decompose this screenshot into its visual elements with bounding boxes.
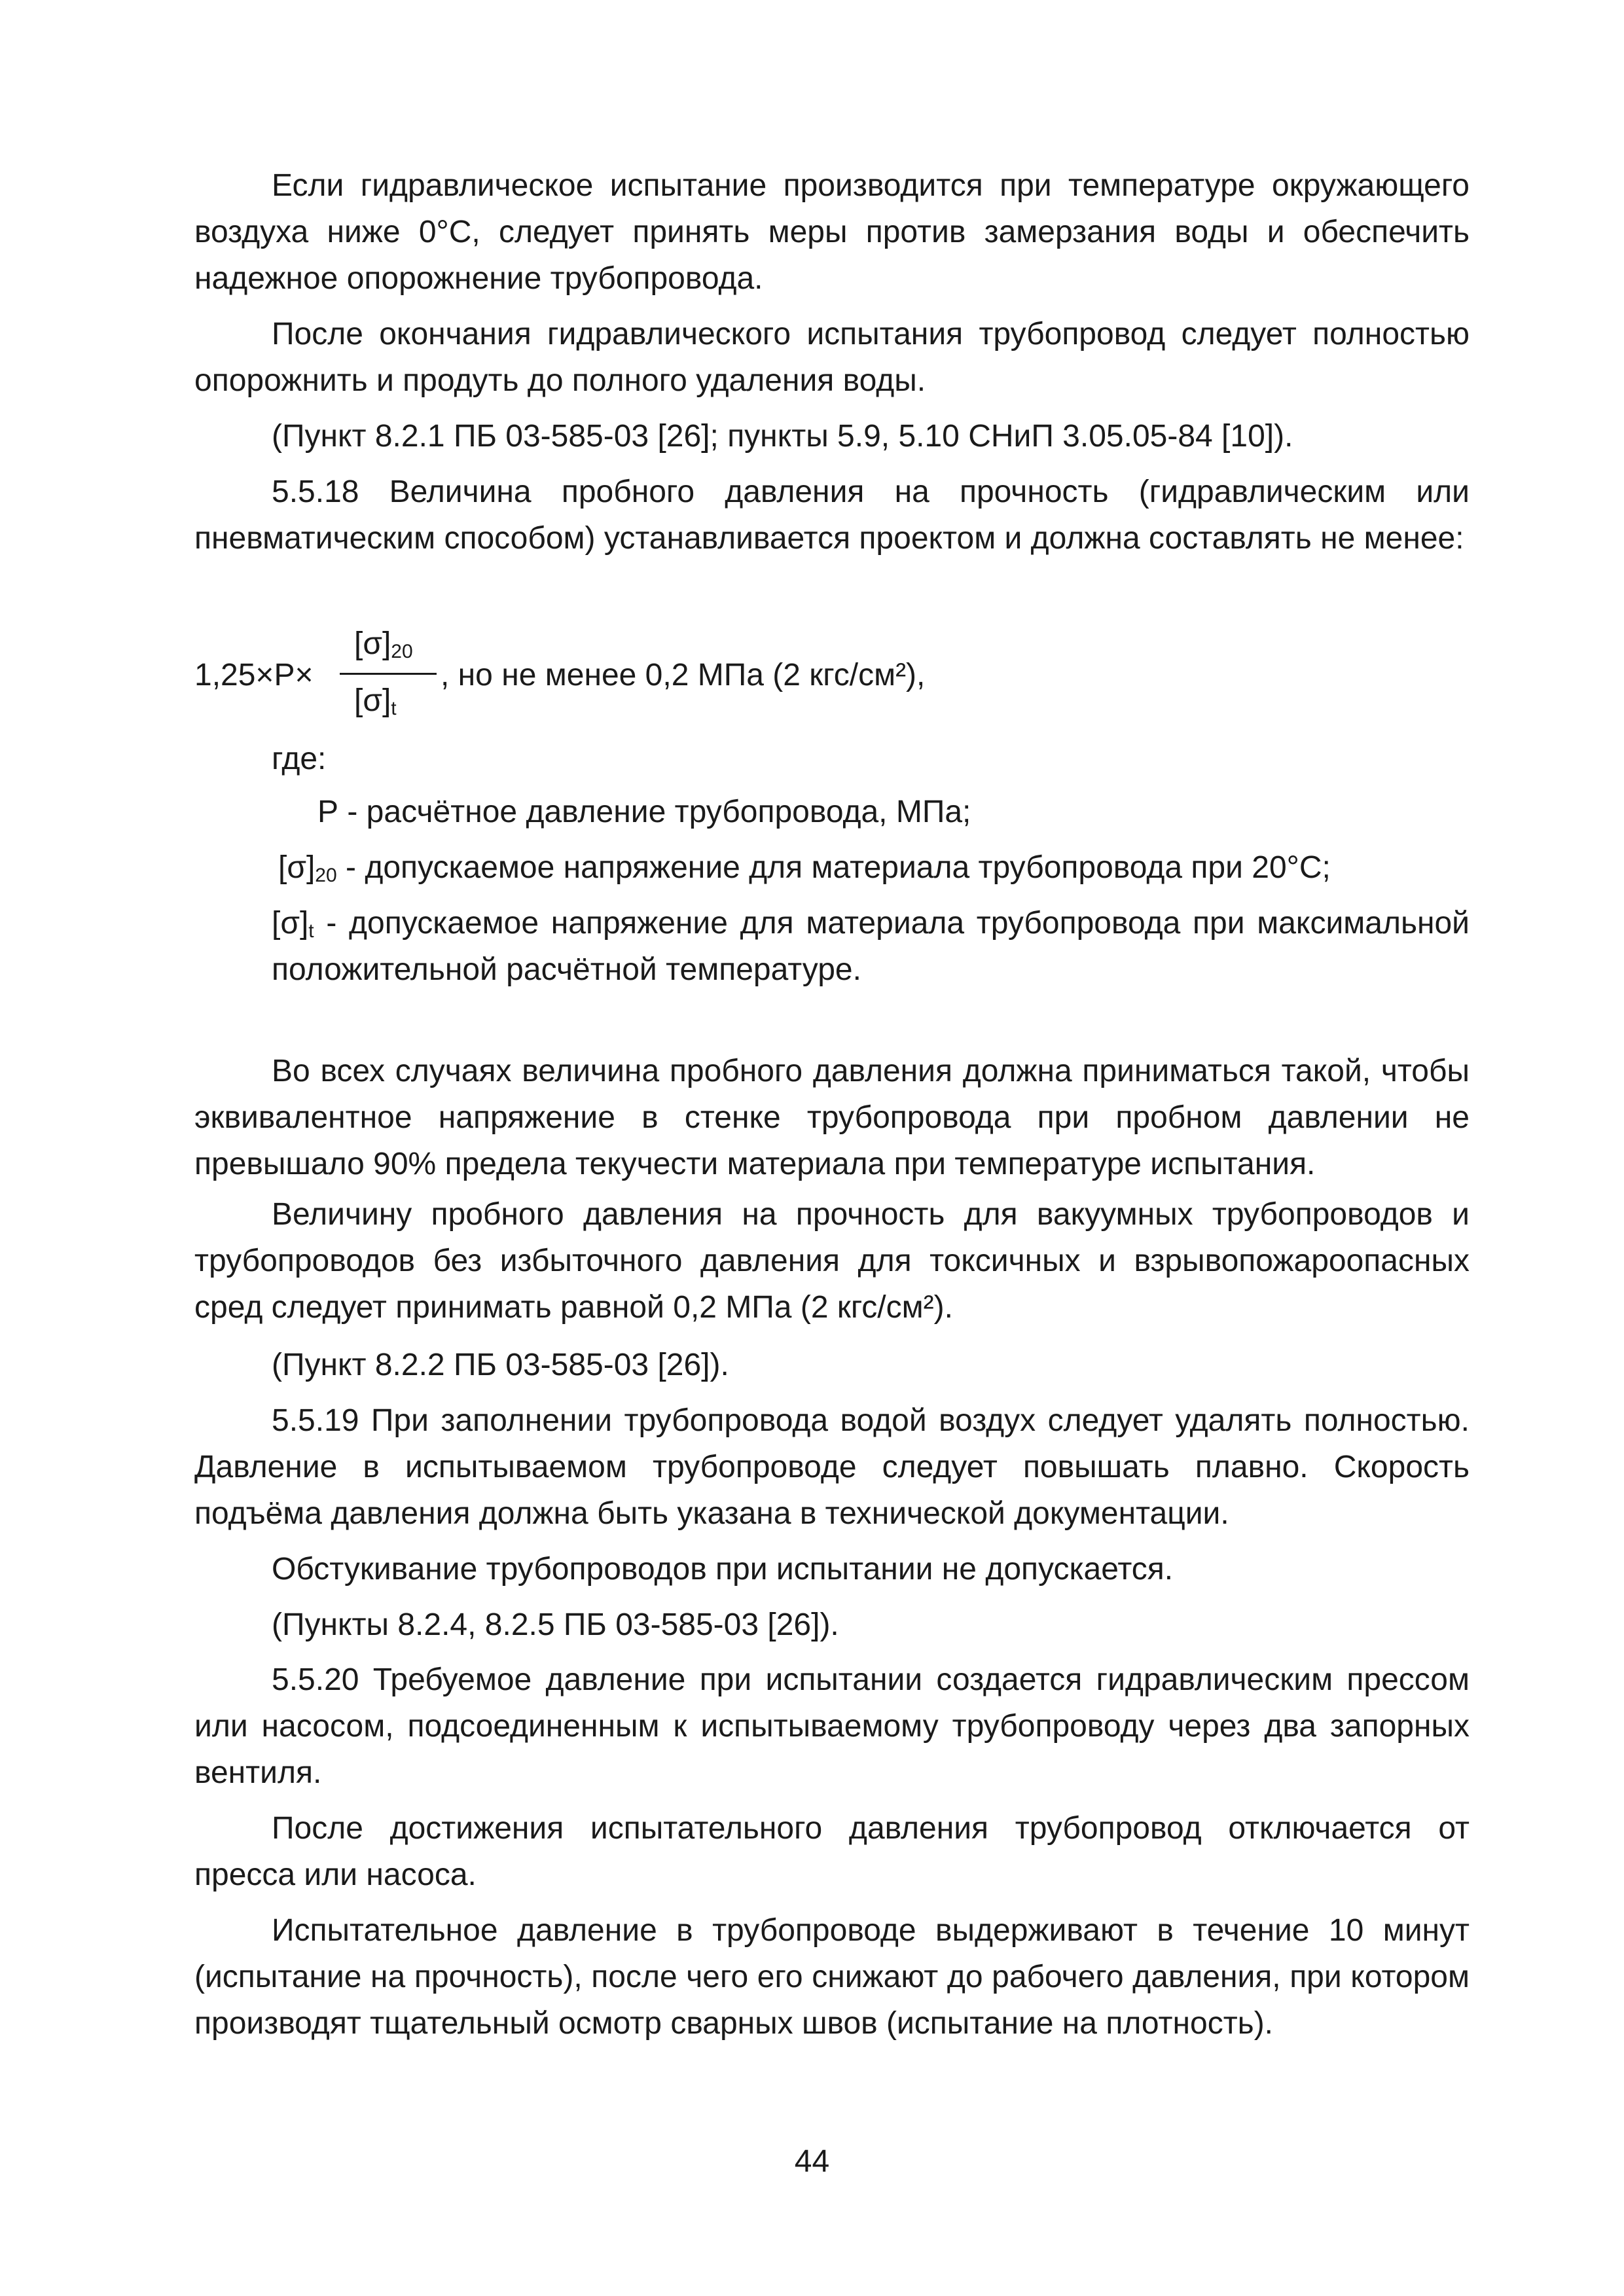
paragraph-no-tapping: Обстукивание трубопроводов при испытании не допускается. xyxy=(272,1552,1174,1587)
paragraph-hold-pressure: Испытательное давление в трубопроводе выдерживают в течение 10 минут (испытание на прочность), после чего его снижают до рабочего давления, при котором производят тщательный осмотр сварных швов (испытание на плотность). xyxy=(194,1913,1470,2041)
definition-sigma-t: $[\sigma]_t$ - допускаемое напряжение для материала трубопровода при максимальной положительной расчётной температуре. xyxy=(272,906,1470,987)
paragraph-disconnect-press: После достижения испытательного давления трубопровод отключается от пресса или насоса. xyxy=(194,1811,1470,1892)
paragraph-reference-8-2-4: (Пункты 8.2.4, 8.2.5 ПБ 03-585-03 [26]). xyxy=(272,1607,839,1642)
test-pressure-formula xyxy=(194,620,1470,732)
page-number: 44 xyxy=(794,2144,830,2179)
paragraph-hydraulic-low-temperature: Если гидравлическое испытание производится при температуре окружающего воздуха ниже 0°С, следует принять меры против замерзания воды и обеспечить надежное опорожнение трубопровода. xyxy=(194,168,1470,296)
paragraph-drain-after-test: После окончания гидравлического испытания трубопровод следует полностью опорожнить и продуть до полного удаления воды. xyxy=(194,317,1470,398)
formula-lead: 1,25×Р× xyxy=(194,658,314,692)
definition-p: Р - расчётное давление трубопровода, МПа; xyxy=(317,795,971,829)
formula-tail: , но не менее 0,2 МПа (2 кгс/см²), xyxy=(441,658,926,692)
fraction-bar xyxy=(340,673,437,675)
paragraph-reference-8-2-1: (Пункт 8.2.1 ПБ 03-585-03 [26]; пункты 5.9, 5.10 СНиП 3.05.05-84 [10]). xyxy=(272,419,1293,454)
formula-fraction xyxy=(340,620,438,732)
formula-denominator: $[\sigma]_t$ xyxy=(354,683,397,719)
paragraph-vacuum-pipelines: Величину пробного давления на прочность для вакуумных трубопроводов и трубопроводов без избыточного давления для токсичных и взрывопожароопасных сред следует принимать равной 0,2 МПа (2 кгс/см²). xyxy=(194,1197,1470,1325)
paragraph-5-5-18: 5.5.18 Величина пробного давления на прочность (гидравлическим или пневматическим способом) устанавливается проектом и должна составлять не менее: xyxy=(194,475,1470,556)
where-label: где: xyxy=(272,742,327,776)
paragraph-5-5-20: 5.5.20 Требуемое давление при испытании создается гидравлическим прессом или насосом, подсоединенным к испытываемому трубопроводу через два запорных вентиля. xyxy=(194,1662,1470,1790)
definition-sigma-20: $[\sigma]_{20}$ - допускаемое напряжение для материала трубопровода при 20°С; xyxy=(278,850,1331,886)
paragraph-reference-8-2-2: (Пункт 8.2.2 ПБ 03-585-03 [26]). xyxy=(272,1348,729,1382)
paragraph-5-5-19: 5.5.19 При заполнении трубопровода водой воздух следует удалять полностью. Давление в испытываемом трубопроводе следует повышать плавно. Скорость подъёма давления должна быть указана в технической документации. xyxy=(194,1403,1470,1531)
paragraph-equivalent-stress: Во всех случаях величина пробного давления должна приниматься такой, чтобы эквивалентное напряжение в стенке трубопровода при пробном давлении не превышало 90% предела текучести материала при температуре испытания. xyxy=(194,1054,1470,1181)
formula-numerator: $[\sigma]_{20}$ xyxy=(354,626,413,662)
